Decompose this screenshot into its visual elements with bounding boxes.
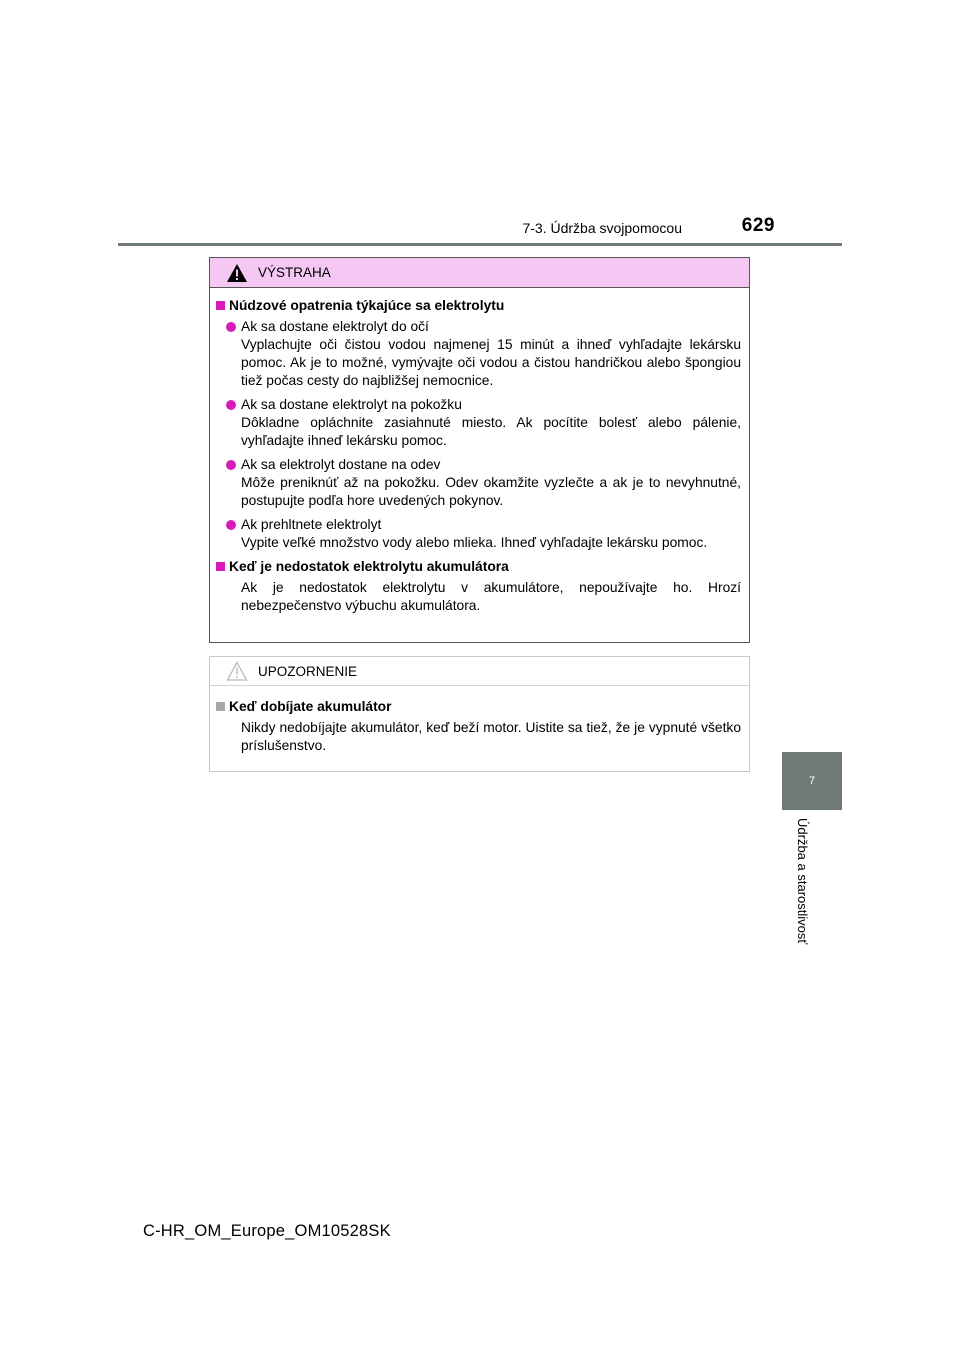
caution-body: [210, 686, 749, 755]
bullet-item: [226, 396, 741, 450]
round-bullet-icon: [226, 322, 236, 332]
heading-text: Keď je nedostatok elektrolytu akumulátora: [229, 559, 509, 574]
caution-paragraph: Nikdy nedobíjajte akumulátor, keď beží motor. Uistite sa tiež, že je vypnuté všetko príslušenstvo.: [241, 720, 741, 753]
warning-header: [210, 258, 749, 288]
caution-triangle-icon: [226, 661, 250, 681]
bullet-item: [226, 318, 741, 390]
bullet-item: [226, 456, 741, 510]
bullet-text: Vypite veľké množstvo vody alebo mlieka. Ihneď vyhľadajte lekársku pomoc.: [241, 535, 708, 550]
warning-box: [209, 257, 750, 643]
heading-text: Keď dobíjate akumulátor: [229, 699, 392, 714]
bullet-text: Dôkladne opláchnite zasiahnuté miesto. Ak pocítite bolesť alebo pálenie, vyhľadajte ihneď lekársku pomoc.: [241, 415, 741, 448]
bullet-text: Môže preniknúť až na pokožku. Odev okamžite vyzlečte a ak je to nevyhnutné, postupujte podľa hore uvedených pokynov.: [241, 475, 741, 508]
caution-heading: [216, 698, 741, 716]
bullet-title: Ak sa dostane elektrolyt do očí: [241, 319, 429, 334]
header-rule: [118, 243, 842, 246]
chapter-title: [770, 818, 810, 966]
caution-header: [210, 657, 749, 686]
bullet-text: Vyplachujte oči čistou vodou najmenej 15 minút a ihneď vyhľadajte lekársku pomoc. Ak je to možné, vymývajte oči vodou a čistou handričkou alebo špongiou tiež počas cesty do najbližšej nemocnice.: [241, 337, 741, 388]
page-number: 629: [741, 215, 775, 236]
chapter-tab: [782, 752, 842, 810]
warning-heading-electrolyte: [216, 297, 741, 315]
square-bullet-icon: [216, 562, 225, 571]
round-bullet-icon: [226, 520, 236, 530]
section-title: 7-3. Údržba svojpomocou: [522, 220, 682, 236]
square-bullet-icon: [216, 702, 225, 711]
chapter-title-text: Údržba a starostlivosť: [795, 818, 810, 945]
bullet-title: Ak sa elektrolyt dostane na odev: [241, 457, 441, 472]
warning-body: [210, 288, 749, 615]
round-bullet-icon: [226, 460, 236, 470]
caution-box: [209, 656, 750, 772]
warning-paragraph: Ak je nedostatok elektrolytu v akumulátore, nepoužívajte ho. Hrozí nebezpečenstvo výbuchu akumulátora.: [241, 580, 741, 613]
warning-heading-low-electrolyte: [216, 558, 741, 576]
heading-text: Núdzové opatrenia týkajúce sa elektrolytu: [229, 298, 505, 313]
chapter-number: 7: [808, 775, 816, 787]
bullet-item: [226, 516, 741, 552]
document-code: C-HR_OM_Europe_OM10528SK: [143, 1222, 391, 1240]
square-bullet-icon: [216, 301, 225, 310]
bullet-title: Ak sa dostane elektrolyt na pokožku: [241, 397, 462, 412]
warning-triangle-icon: [226, 263, 250, 283]
caution-title: UPOZORNENIE: [258, 663, 358, 679]
bullet-title: Ak prehltnete elektrolyt: [241, 517, 382, 532]
warning-title: VÝSTRAHA: [258, 265, 331, 280]
round-bullet-icon: [226, 400, 236, 410]
